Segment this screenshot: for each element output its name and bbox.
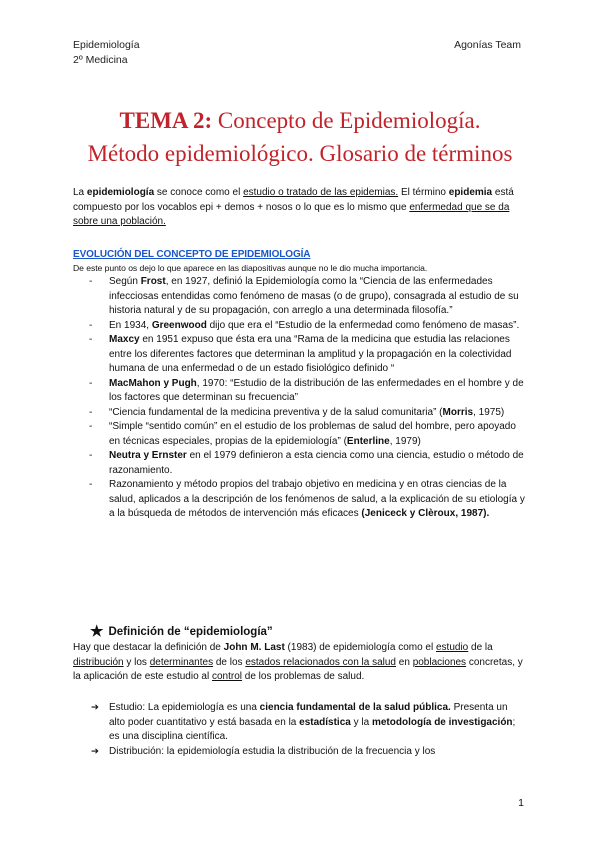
item-text: Presenta un alto poder cuantitativo y está basada en la bbox=[109, 702, 508, 728]
def-text: en bbox=[396, 656, 413, 668]
evolution-list bbox=[73, 275, 525, 522]
def-text: y los bbox=[123, 656, 150, 668]
title-line1: Concepto de Epidemiología. bbox=[212, 108, 481, 133]
evolution-section bbox=[73, 248, 525, 522]
intro-underlined: estudio o tratado de las epidemias. bbox=[243, 187, 399, 198]
def-underlined: control bbox=[211, 671, 242, 682]
item-text: , 1979) bbox=[389, 435, 421, 447]
item-text: Estudio: La epidemiología es una bbox=[109, 702, 260, 713]
list-item bbox=[109, 377, 525, 406]
list-item bbox=[109, 406, 525, 421]
item-text: En 1934, bbox=[109, 319, 152, 331]
intro-text: se conoce como el bbox=[154, 187, 244, 198]
page-number: 1 bbox=[518, 797, 524, 809]
item-text: , 1970: “Estudio de la distribución de las enfermedades en el hombre y de los factores que determinan su frecuencia” bbox=[109, 377, 524, 403]
item-author: Morris bbox=[442, 406, 474, 418]
list-item bbox=[109, 478, 525, 522]
item-text: y la bbox=[350, 716, 372, 728]
definition-heading bbox=[90, 623, 273, 640]
list-item bbox=[109, 275, 525, 319]
list-item bbox=[109, 745, 525, 760]
def-underlined: estados relacionados con la salud bbox=[245, 656, 396, 668]
star-icon: ★ bbox=[90, 623, 104, 640]
def-underlined: poblaciones bbox=[412, 656, 467, 668]
intro-bold: epidemiología bbox=[86, 187, 155, 198]
item-text: dijo que era el “Estudio de la enfermedad como fenómeno de masas”. bbox=[206, 319, 520, 331]
item-author: Neutra y Ernster bbox=[109, 450, 187, 461]
item-text: ; es una disciplina científica. bbox=[109, 716, 516, 742]
item-author: Frost bbox=[140, 276, 166, 287]
item-author: Maxcy bbox=[109, 334, 140, 345]
def-text: de la bbox=[468, 642, 493, 653]
evolution-note: De este punto os dejo lo que aparece en las diapositivas aunque no le dio mucha importancia. bbox=[73, 263, 428, 273]
def-underlined: estudio bbox=[435, 642, 469, 653]
intro-underlined: enfermedad que se da sobre una población. bbox=[73, 201, 510, 227]
definition-paragraph bbox=[73, 641, 525, 685]
evolution-heading: EVOLUCIÓN DEL CONCEPTO DE EPIDEMIOLOGÍA bbox=[73, 249, 311, 260]
item-text: “Ciencia fundamental de la medicina preventiva y de la salud comunitaria” ( bbox=[109, 406, 443, 418]
item-text: Según bbox=[109, 276, 141, 287]
intro-text: está compuesto por los vocablos epi + demos + nosos o lo que es lo mismo que bbox=[73, 187, 514, 213]
definition-title: Definición de “epidemiología” bbox=[108, 626, 273, 638]
header-author: Agonías Team bbox=[454, 39, 521, 51]
header-left bbox=[73, 38, 140, 68]
item-text: , 1975) bbox=[473, 406, 505, 418]
def-bold: John M. Last bbox=[223, 642, 285, 653]
item-author: MacMahon y Pugh bbox=[109, 377, 197, 389]
list-item bbox=[109, 449, 525, 478]
item-bold: metodología de investigación bbox=[371, 716, 513, 728]
title-label: TEMA 2: bbox=[119, 108, 213, 133]
header-subject: Epidemiología bbox=[73, 39, 140, 51]
item-author: Enterline bbox=[346, 435, 390, 447]
item-author: (Jeniceck y Clèroux, 1987). bbox=[361, 508, 490, 519]
def-text: de los bbox=[213, 656, 246, 668]
def-text: concretas, y la aplicación de este estudio al bbox=[73, 656, 523, 682]
intro-bold: epidemia bbox=[448, 187, 493, 198]
intro-paragraph bbox=[73, 186, 525, 230]
list-item bbox=[109, 420, 525, 449]
item-author: Greenwood bbox=[151, 319, 207, 331]
def-text: (1983) de epidemiología como el bbox=[284, 642, 436, 653]
header-course: 2º Medicina bbox=[73, 54, 128, 66]
def-underlined: determinantes bbox=[149, 656, 214, 668]
def-underlined: distribución bbox=[73, 656, 124, 668]
item-text: “Simple “sentido común” en el estudio de los problemas de salud del hombre, pero apoyado en técnicas especiales, propias de la epidemiología” ( bbox=[109, 421, 516, 447]
list-item bbox=[109, 701, 525, 745]
item-text: Distribución: la epidemiología estudia la distribución de la frecuencia y los bbox=[109, 745, 436, 757]
item-text: en 1951 expuso que ésta era una “Rama de la medicina que estudia las relaciones entre los diferentes factores que determinan la amplitud y la propagación en la colectividad humana de una enfermedad o de un estado fisiológico definido “ bbox=[109, 334, 512, 374]
item-bold: ciencia fundamental de la salud pública. bbox=[259, 702, 451, 713]
intro-text: La bbox=[73, 187, 87, 198]
title-line2: Método epidemiológico. Glosario de términos bbox=[87, 141, 513, 166]
list-item bbox=[109, 333, 525, 377]
list-item bbox=[109, 319, 525, 334]
arrow-list bbox=[73, 701, 525, 759]
item-text: Razonamiento y método propios del trabajo objetivo en medicina y en otras ciencias de la salud, aplicados a la descripción de los fenómenos de salud, a la explicación de su etiología y a la búsqueda de métodos de intervención más eficaces bbox=[109, 479, 525, 519]
arrow-list-section bbox=[73, 701, 525, 759]
item-text: , en 1927, definió la Epidemiología como la “Ciencia de las enfermedades infecciosas entendidas como fenómeno de masas (o de grupo), consagrada al estudio de su historia natural y de su propagación, con arreglo a una determinada filosofía.” bbox=[109, 276, 519, 316]
item-text: en el 1979 definieron a esta ciencia como una ciencia, estudio o método de razonamiento. bbox=[109, 450, 524, 476]
def-text: Hay que destacar la definición de bbox=[73, 642, 224, 653]
page-title bbox=[0, 104, 600, 170]
def-text: de los problemas de salud. bbox=[242, 671, 365, 682]
item-bold: estadística bbox=[299, 716, 351, 728]
intro-text: El término bbox=[398, 187, 449, 198]
